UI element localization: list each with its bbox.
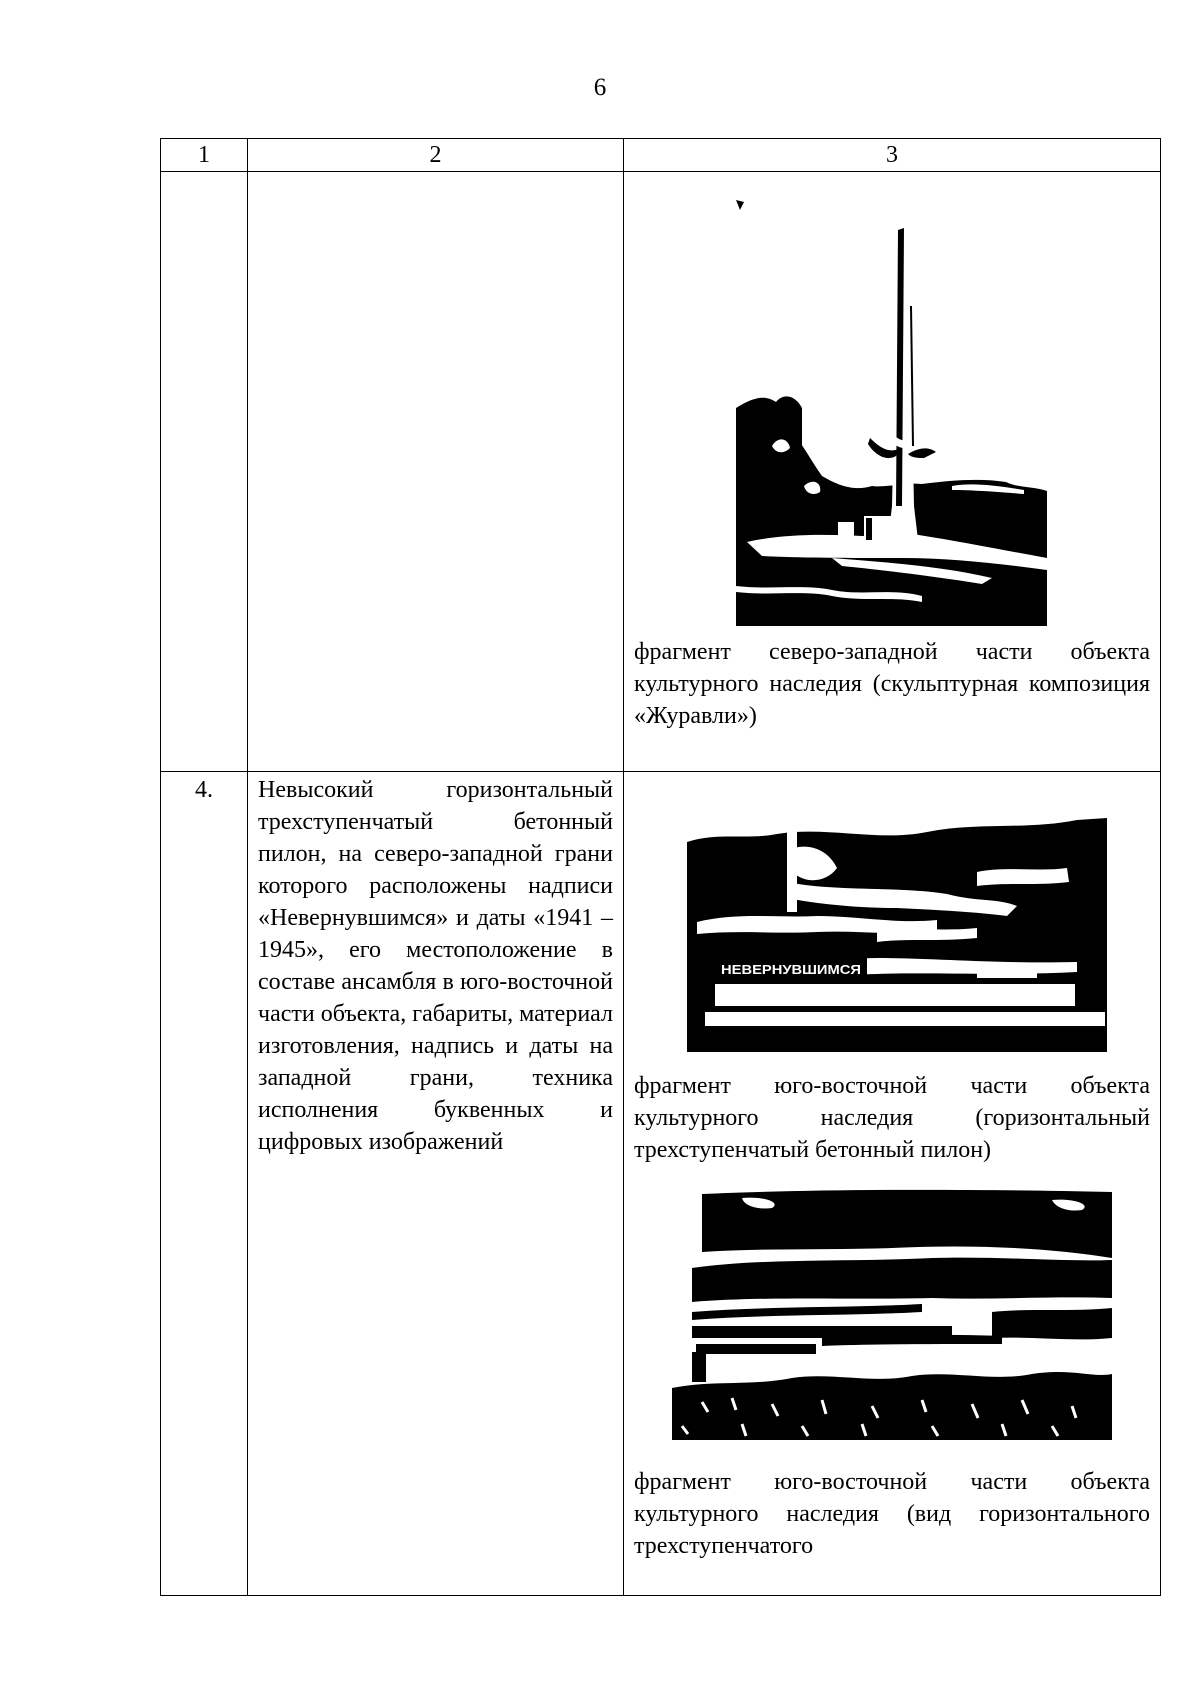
row-number: 4. (161, 772, 248, 1596)
pylon-inscription-photo (677, 812, 1107, 1052)
stele-cranes-photo (652, 186, 1132, 626)
row-images (624, 172, 1161, 772)
table-row (161, 172, 1161, 772)
column-header-3: 3 (624, 139, 1161, 172)
pylon-top-view-photo (672, 1188, 1112, 1440)
image-caption: фрагмент юго-восточной части объекта культурного наследия (горизонтальный трехступенчатый бетонный пилон) (634, 1073, 1150, 1163)
heritage-object-table (160, 138, 1161, 1596)
description-text: Невысокий горизонтальный трехступенчатый бетонный пилон, на северо-западной грани которого расположены надписи «Невернувшимся» и даты «1941 – 1945», его местоположение в составе ансамбля в юго-восточной части объекта, габариты, материал изготовления, надпись и даты на западной грани, техника исполнения буквенных и цифровых изображений (258, 777, 613, 1155)
page-number: 6 (593, 74, 607, 101)
image-caption: фрагмент юго-восточной части объекта культурного наследия (вид горизонтального трехступенчатого (634, 1469, 1150, 1559)
column-header-1: 1 (161, 139, 248, 172)
pylon-sign-text: НЕВЕРНУВШИМСЯ (721, 962, 861, 977)
row-number (161, 172, 248, 772)
row-description (248, 772, 624, 1596)
row-images (624, 772, 1161, 1596)
row-description (248, 172, 624, 772)
image-caption: фрагмент северо-западной части объекта культурного наследия (скульптурная композиция «Журавли») (634, 639, 1150, 729)
column-header-2: 2 (248, 139, 624, 172)
table-row (161, 772, 1161, 1596)
table-header-row (161, 139, 1161, 172)
